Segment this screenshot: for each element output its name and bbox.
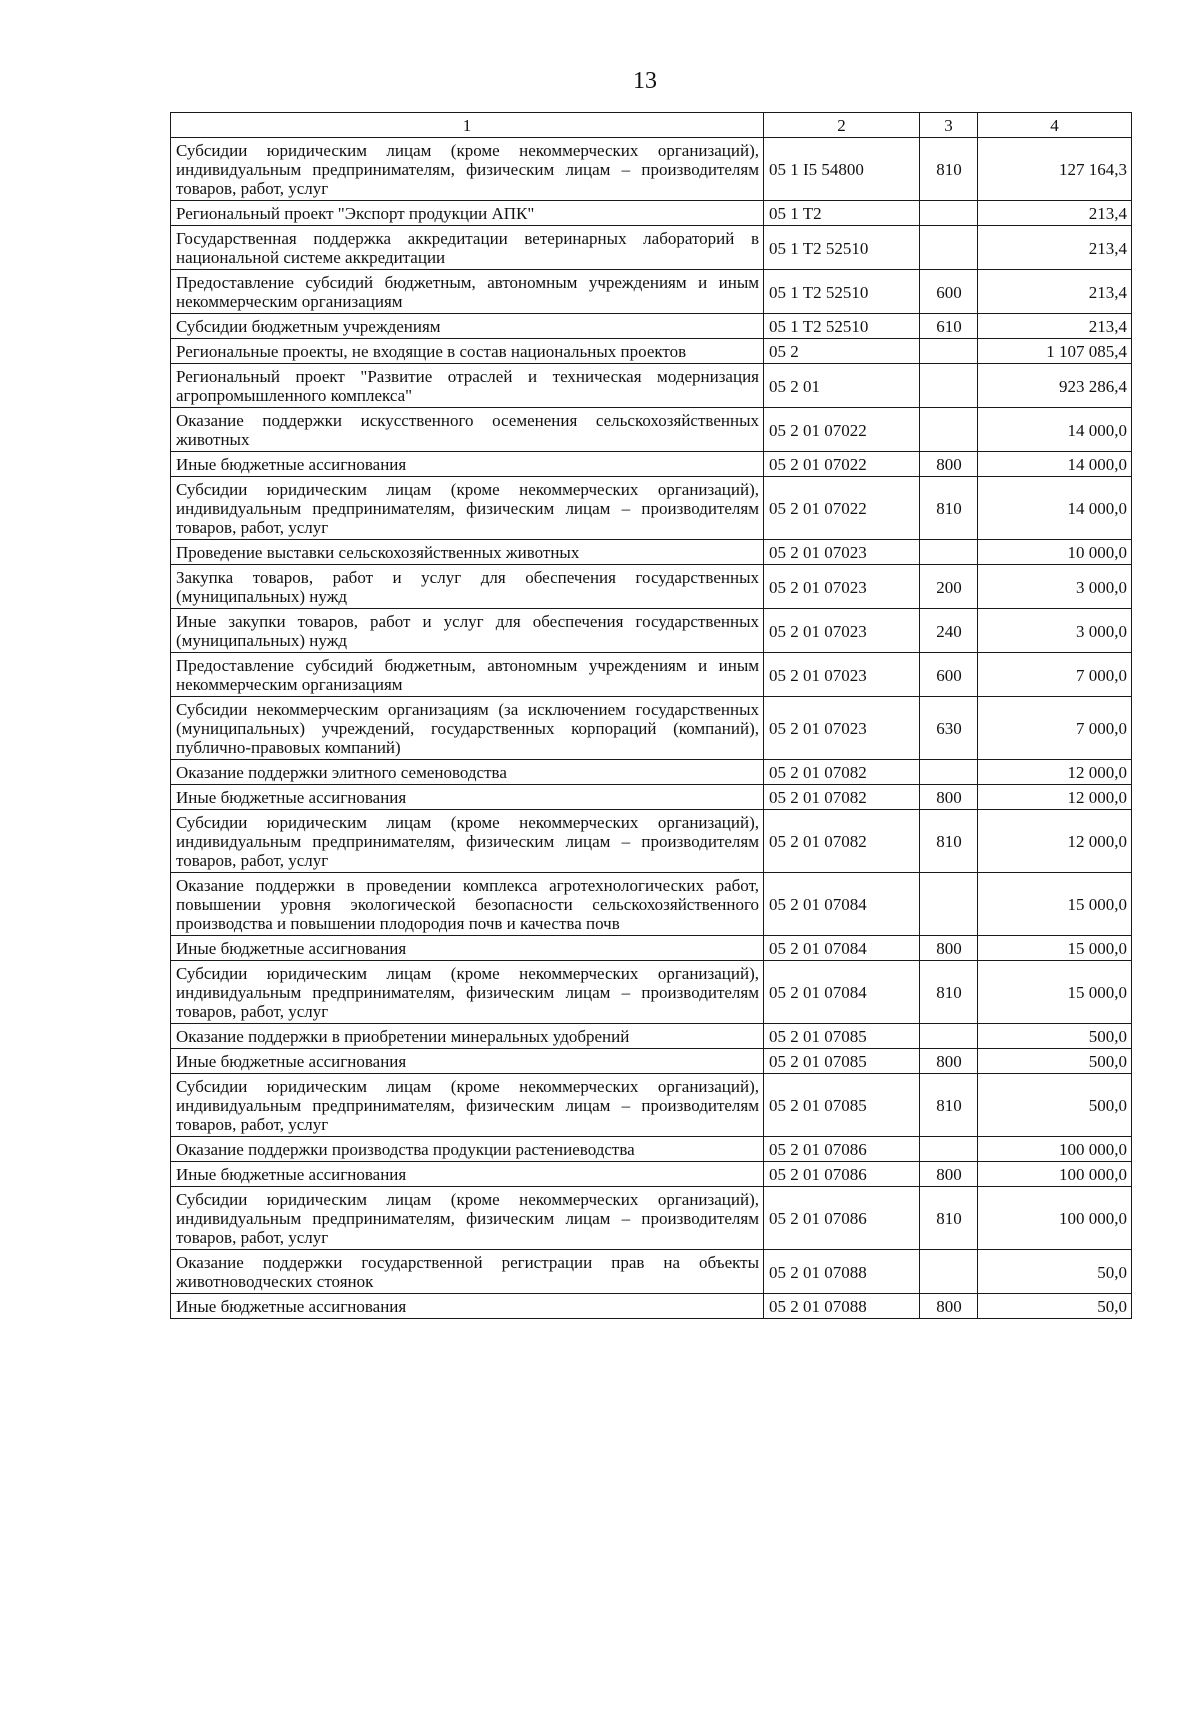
row-amount-cell: 12 000,0	[978, 810, 1132, 873]
row-type-cell: 810	[920, 810, 978, 873]
row-code-cell: 05 2 01 07085	[764, 1049, 920, 1074]
row-type-cell: 610	[920, 314, 978, 339]
row-name-cell: Государственная поддержка аккредитации ветеринарных лабораторий в национальной системе аккредитации	[171, 226, 764, 270]
row-code-cell: 05 2 01 07088	[764, 1250, 920, 1294]
row-amount-cell: 15 000,0	[978, 873, 1132, 936]
row-type-cell	[920, 408, 978, 452]
row-type-cell	[920, 364, 978, 408]
table-body	[171, 138, 1132, 1319]
row-code-cell: 05 2 01 07086	[764, 1187, 920, 1250]
row-name-cell: Субсидии юридическим лицам (кроме некоммерческих организаций), индивидуальным предпринимателям, физическим лицам – производителям товаров, работ, услуг	[171, 961, 764, 1024]
row-name-cell: Региональный проект "Развитие отраслей и техническая модернизация агропромышленного комплекса"	[171, 364, 764, 408]
row-type-cell: 200	[920, 565, 978, 609]
row-code-cell: 05 2 01 07023	[764, 540, 920, 565]
row-amount-cell: 3 000,0	[978, 565, 1132, 609]
table-row	[171, 270, 1132, 314]
row-amount-cell: 213,4	[978, 226, 1132, 270]
row-code-cell: 05 2 01 07086	[764, 1162, 920, 1187]
row-name-cell: Иные бюджетные ассигнования	[171, 452, 764, 477]
table-row	[171, 873, 1132, 936]
row-type-cell: 810	[920, 138, 978, 201]
row-name-cell: Оказание поддержки элитного семеноводства	[171, 760, 764, 785]
table-row	[171, 936, 1132, 961]
row-type-cell: 810	[920, 1074, 978, 1137]
row-amount-cell: 12 000,0	[978, 760, 1132, 785]
table-row	[171, 452, 1132, 477]
row-name-cell: Предоставление субсидий бюджетным, автономным учреждениям и иным некоммерческим организациям	[171, 270, 764, 314]
table-row	[171, 314, 1132, 339]
row-amount-cell: 100 000,0	[978, 1137, 1132, 1162]
row-name-cell: Субсидии некоммерческим организациям (за исключением государственных (муниципальных) учреждений, государственных корпораций (компаний), публично-правовых компаний)	[171, 697, 764, 760]
row-code-cell: 05 2 01 07082	[764, 785, 920, 810]
row-name-cell: Субсидии юридическим лицам (кроме некоммерческих организаций), индивидуальным предпринимателям, физическим лицам – производителям товаров, работ, услуг	[171, 1074, 764, 1137]
column-header-code: 2	[764, 113, 920, 138]
row-name-cell: Оказание поддержки производства продукции растениеводства	[171, 1137, 764, 1162]
row-name-cell: Иные бюджетные ассигнования	[171, 1162, 764, 1187]
row-code-cell: 05 2 01 07084	[764, 873, 920, 936]
row-code-cell: 05 2 01 07086	[764, 1137, 920, 1162]
row-amount-cell: 7 000,0	[978, 697, 1132, 760]
row-amount-cell: 10 000,0	[978, 540, 1132, 565]
row-amount-cell: 14 000,0	[978, 452, 1132, 477]
row-name-cell: Иные бюджетные ассигнования	[171, 1294, 764, 1319]
table-row	[171, 138, 1132, 201]
row-code-cell: 05 2 01 07084	[764, 936, 920, 961]
table-header	[171, 113, 1132, 138]
row-code-cell: 05 2 01 07084	[764, 961, 920, 1024]
budget-table	[170, 112, 1132, 1319]
row-type-cell: 800	[920, 1049, 978, 1074]
table-row	[171, 1049, 1132, 1074]
row-code-cell: 05 1 I5 54800	[764, 138, 920, 201]
row-type-cell: 800	[920, 785, 978, 810]
row-amount-cell: 500,0	[978, 1074, 1132, 1137]
row-amount-cell: 500,0	[978, 1024, 1132, 1049]
row-type-cell: 800	[920, 452, 978, 477]
table-row	[171, 339, 1132, 364]
table-row	[171, 760, 1132, 785]
row-type-cell	[920, 339, 978, 364]
row-type-cell	[920, 226, 978, 270]
row-amount-cell: 213,4	[978, 201, 1132, 226]
row-name-cell: Иные бюджетные ассигнования	[171, 785, 764, 810]
row-type-cell: 810	[920, 477, 978, 540]
row-code-cell: 05 2 01 07022	[764, 452, 920, 477]
row-code-cell: 05 2 01 07023	[764, 609, 920, 653]
row-code-cell: 05 2 01 07085	[764, 1074, 920, 1137]
row-name-cell: Субсидии юридическим лицам (кроме некоммерческих организаций), индивидуальным предпринимателям, физическим лицам – производителям товаров, работ, услуг	[171, 477, 764, 540]
table-row	[171, 364, 1132, 408]
row-type-cell: 600	[920, 270, 978, 314]
row-name-cell: Закупка товаров, работ и услуг для обеспечения государственных (муниципальных) нужд	[171, 565, 764, 609]
row-code-cell: 05 2 01 07088	[764, 1294, 920, 1319]
row-code-cell: 05 1 T2 52510	[764, 270, 920, 314]
row-amount-cell: 213,4	[978, 270, 1132, 314]
row-type-cell	[920, 201, 978, 226]
row-code-cell: 05 1 T2 52510	[764, 226, 920, 270]
row-code-cell: 05 2 01 07023	[764, 697, 920, 760]
table-row	[171, 477, 1132, 540]
table-row	[171, 540, 1132, 565]
row-name-cell: Иные бюджетные ассигнования	[171, 936, 764, 961]
row-code-cell: 05 2 01 07085	[764, 1024, 920, 1049]
row-type-cell	[920, 1024, 978, 1049]
header-row	[171, 113, 1132, 138]
table-row	[171, 408, 1132, 452]
row-type-cell	[920, 540, 978, 565]
row-type-cell: 600	[920, 653, 978, 697]
row-code-cell: 05 2 01 07023	[764, 653, 920, 697]
row-name-cell: Региональный проект "Экспорт продукции АПК"	[171, 201, 764, 226]
row-type-cell: 630	[920, 697, 978, 760]
row-amount-cell: 14 000,0	[978, 408, 1132, 452]
table-row	[171, 697, 1132, 760]
row-code-cell: 05 1 T2	[764, 201, 920, 226]
row-name-cell: Оказание поддержки в приобретении минеральных удобрений	[171, 1024, 764, 1049]
row-type-cell	[920, 873, 978, 936]
row-amount-cell: 1 107 085,4	[978, 339, 1132, 364]
table-row	[171, 1137, 1132, 1162]
row-code-cell: 05 2 01 07022	[764, 477, 920, 540]
row-amount-cell: 7 000,0	[978, 653, 1132, 697]
row-amount-cell: 14 000,0	[978, 477, 1132, 540]
row-name-cell: Субсидии юридическим лицам (кроме некоммерческих организаций), индивидуальным предпринимателям, физическим лицам – производителям товаров, работ, услуг	[171, 1187, 764, 1250]
table-row	[171, 565, 1132, 609]
row-amount-cell: 100 000,0	[978, 1187, 1132, 1250]
row-type-cell: 800	[920, 1162, 978, 1187]
table-row	[171, 226, 1132, 270]
table-row	[171, 653, 1132, 697]
row-amount-cell: 50,0	[978, 1250, 1132, 1294]
row-name-cell: Субсидии юридическим лицам (кроме некоммерческих организаций), индивидуальным предпринимателям, физическим лицам – производителям товаров, работ, услуг	[171, 810, 764, 873]
row-type-cell	[920, 760, 978, 785]
table-row	[171, 1250, 1132, 1294]
row-name-cell: Региональные проекты, не входящие в состав национальных проектов	[171, 339, 764, 364]
row-amount-cell: 500,0	[978, 1049, 1132, 1074]
row-amount-cell: 127 164,3	[978, 138, 1132, 201]
row-name-cell: Иные закупки товаров, работ и услуг для обеспечения государственных (муниципальных) нужд	[171, 609, 764, 653]
row-code-cell: 05 2	[764, 339, 920, 364]
table-row	[171, 1187, 1132, 1250]
row-type-cell: 800	[920, 936, 978, 961]
row-name-cell: Оказание поддержки государственной регистрации прав на объекты животноводческих стоянок	[171, 1250, 764, 1294]
row-type-cell: 810	[920, 1187, 978, 1250]
table-row	[171, 1024, 1132, 1049]
page-number: 13	[633, 68, 657, 94]
table-row	[171, 1074, 1132, 1137]
row-name-cell: Оказание поддержки искусственного осеменения сельскохозяйственных животных	[171, 408, 764, 452]
table-row	[171, 1294, 1132, 1319]
row-code-cell: 05 2 01 07023	[764, 565, 920, 609]
row-type-cell: 240	[920, 609, 978, 653]
table-row	[171, 785, 1132, 810]
row-amount-cell: 213,4	[978, 314, 1132, 339]
row-amount-cell: 3 000,0	[978, 609, 1132, 653]
row-name-cell: Субсидии бюджетным учреждениям	[171, 314, 764, 339]
row-amount-cell: 100 000,0	[978, 1162, 1132, 1187]
row-name-cell: Оказание поддержки в проведении комплекса агротехнологических работ, повышении уровня экологической безопасности сельскохозяйственного производства и повышении плодородия почв и качества почв	[171, 873, 764, 936]
row-type-cell	[920, 1250, 978, 1294]
row-code-cell: 05 2 01 07022	[764, 408, 920, 452]
row-code-cell: 05 2 01 07082	[764, 760, 920, 785]
row-type-cell: 810	[920, 961, 978, 1024]
table-row	[171, 609, 1132, 653]
column-header-type: 3	[920, 113, 978, 138]
column-header-amount: 4	[978, 113, 1132, 138]
table-row	[171, 810, 1132, 873]
row-amount-cell: 15 000,0	[978, 936, 1132, 961]
row-code-cell: 05 2 01 07082	[764, 810, 920, 873]
row-type-cell	[920, 1137, 978, 1162]
row-amount-cell: 923 286,4	[978, 364, 1132, 408]
row-code-cell: 05 2 01	[764, 364, 920, 408]
row-type-cell: 800	[920, 1294, 978, 1319]
table-row	[171, 201, 1132, 226]
table-row	[171, 1162, 1132, 1187]
row-name-cell: Субсидии юридическим лицам (кроме некоммерческих организаций), индивидуальным предпринимателям, физическим лицам – производителям товаров, работ, услуг	[171, 138, 764, 201]
row-amount-cell: 12 000,0	[978, 785, 1132, 810]
column-header-name: 1	[171, 113, 764, 138]
row-amount-cell: 15 000,0	[978, 961, 1132, 1024]
row-name-cell: Иные бюджетные ассигнования	[171, 1049, 764, 1074]
row-name-cell: Проведение выставки сельскохозяйственных животных	[171, 540, 764, 565]
row-amount-cell: 50,0	[978, 1294, 1132, 1319]
row-code-cell: 05 1 T2 52510	[764, 314, 920, 339]
row-name-cell: Предоставление субсидий бюджетным, автономным учреждениям и иным некоммерческим организациям	[171, 653, 764, 697]
table-row	[171, 961, 1132, 1024]
